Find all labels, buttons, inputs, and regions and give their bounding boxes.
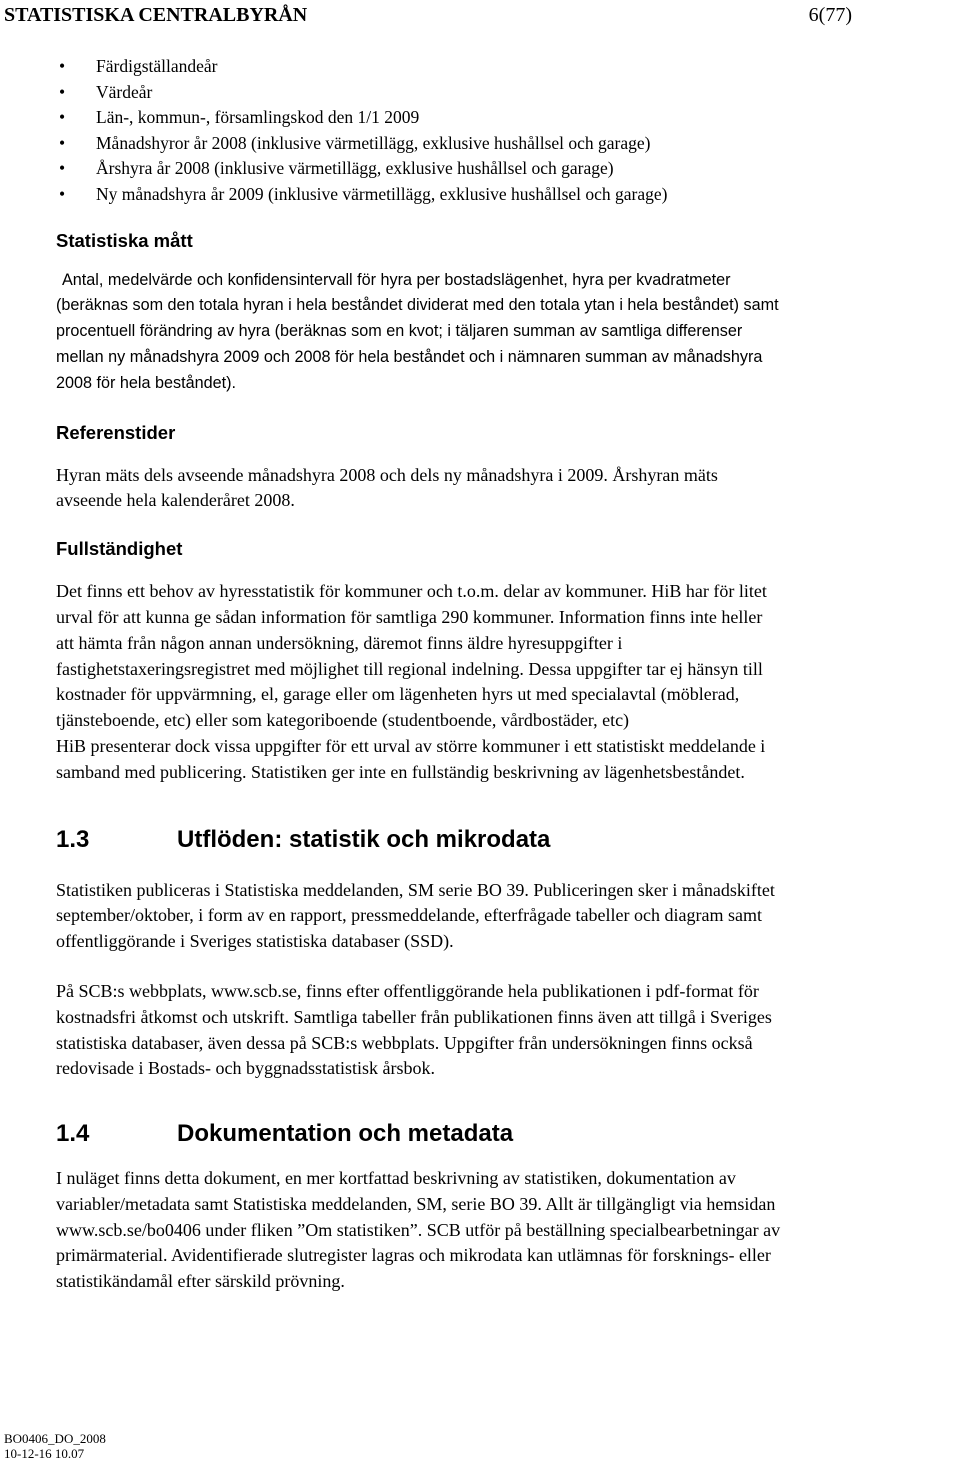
text-line: HiB presenterar dock vissa uppgifter för ett urval av större kommuner i ett statistiskt meddelande i (56, 735, 766, 756)
text-line: urval för att kunna ge sådan information för samtliga 290 kommuner. Information finns inte heller (56, 606, 763, 627)
text-line: september/oktober, i form av en rapport, pressmeddelande, efterfrågade tabeller och diagram samt (56, 905, 762, 926)
text-line: samband med publicering. Statistiken ger inte en fullständig beskrivning av lägenhetsbeståndet. (56, 761, 745, 782)
section-number: 1.4 (56, 1120, 90, 1148)
text-line: I nuläget finns detta dokument, en mer kortfattad beskrivning av statistiken, dokumentation av (56, 1168, 736, 1189)
text-line: statistiska databaser, även dessa på SCB:s webbplats. Uppgifter från undersökningen finns också (56, 1032, 753, 1053)
heading-fullstandighet: Fullständighet (56, 538, 183, 560)
page-header (4, 3, 852, 27)
text-line: kostnader för uppvärmning, el, garage eller om lägenheten hyrs ut med specialavtal (möblerad, (56, 684, 740, 705)
text-line: www.scb.se/bo0406 under fliken ”Om statistiken”. SCB utför på beställning specialbearbetningar av (56, 1219, 781, 1240)
text-line: att hämta från någon annan undersökning, däremot finns äldre hyresuppgifter i (56, 632, 623, 653)
page-number: 6(77) (808, 4, 852, 26)
list-item: • Ny månadshyra år 2009 (inklusive värmetillägg, exklusive hushållsel och garage) (56, 182, 951, 208)
text-line: offentliggörande i Sveriges statistiska databaser (SSD). (56, 931, 454, 952)
paragraph-statistiska-matt (56, 268, 951, 397)
section-heading-1-3 (56, 826, 951, 854)
text-line: (beräknas som den totala hyran i hela beståndet dividerat med den totala ytan i hela beståndet) samt (56, 296, 779, 315)
document-id: BO0406_DO_2008 (4, 1431, 106, 1446)
text-line: kostnadsfri åtkomst och utskrift. Samtliga tabeller från publikationen finns även att tillgå i Sveriges (56, 1006, 772, 1027)
text-line: Det finns ett behov av hyresstatistik för kommuner och t.o.m. delar av kommuner. HiB har för litet (56, 581, 767, 602)
text-line: Statistiken publiceras i Statistiska meddelanden, SM serie BO 39. Publiceringen sker i månadskiftet (56, 879, 775, 900)
text-line: 2008 för hela beståndet). (56, 373, 236, 392)
variable-list (56, 54, 951, 208)
footer-timestamp: 10-12-16 10.07 (4, 1446, 85, 1461)
org-name: STATISTISKA CENTRALBYRÅN (4, 4, 308, 26)
list-item: • Färdigställandeår (56, 54, 951, 80)
text-line: Hyran mäts dels avseende månadshyra 2008 och dels ny månadshyra i 2009. Årshyran mäts (56, 464, 718, 485)
text-line: Antal, medelvärde och konfidensintervall för hyra per bostadslägenhet, hyra per kvadratmeter (62, 270, 731, 289)
text-line: På SCB:s webbplats, www.scb.se, finns efter offentliggörande hela publikationen i pdf-format för (56, 980, 759, 1001)
list-item: • Månadshyror år 2008 (inklusive värmetillägg, exklusive hushållsel och garage) (56, 131, 951, 157)
paragraph-dokumentation (56, 1166, 951, 1295)
text-line: primärmaterial. Avidentifierade slutregister lagras och mikrodata kan utlämnas för forsknings- eller (56, 1245, 771, 1266)
page-footer (4, 1431, 106, 1461)
section-number: 1.3 (56, 825, 90, 853)
list-item: • Län-, kommun-, församlingskod den 1/1 2009 (56, 105, 951, 131)
list-item: • Värdeår (56, 80, 951, 106)
text-line: avseende hela kalenderåret 2008. (56, 490, 295, 511)
text-line: variabler/metadata samt Statistiska meddelanden, SM, serie BO 39. Allt är tillgängligt via hemsidan (56, 1193, 776, 1214)
paragraph-utfloden-1 (56, 878, 951, 955)
section-heading-1-4 (56, 1120, 951, 1148)
section-title: Dokumentation och metadata (177, 1120, 514, 1148)
paragraph-referenstider (56, 463, 951, 515)
heading-referenstider: Referenstider (56, 421, 176, 443)
text-line: mellan ny månadshyra 2009 och 2008 för hela beståndet och i nämnaren summan av månadshyra (56, 347, 763, 366)
text-line: fastighetstaxeringsregistret med möjlighet till regional indelning. Dessa uppgifter tar ej hänsyn till (56, 658, 763, 679)
heading-statistiska-matt: Statistiska mått (56, 229, 193, 251)
page-content (56, 50, 951, 1295)
paragraph-fullstandighet (56, 579, 951, 785)
section-title: Utflöden: statistik och mikrodata (177, 825, 551, 853)
text-line: tjänsteboende, etc) eller som kategoriboende (studentboende, vårdbostäder, etc) (56, 710, 630, 731)
text-line: procentuell förändring av hyra (beräknas som en kvot; i täljaren summan av samtliga differenser (56, 322, 743, 341)
text-line: redovisade i Bostads- och byggnadsstatistisk årsbok. (56, 1058, 435, 1079)
paragraph-utfloden-2 (56, 979, 951, 1082)
text-line: statistikändamål efter särskild prövning. (56, 1271, 345, 1292)
list-item: • Årshyra år 2008 (inklusive värmetillägg, exklusive hushållsel och garage) (56, 156, 951, 182)
